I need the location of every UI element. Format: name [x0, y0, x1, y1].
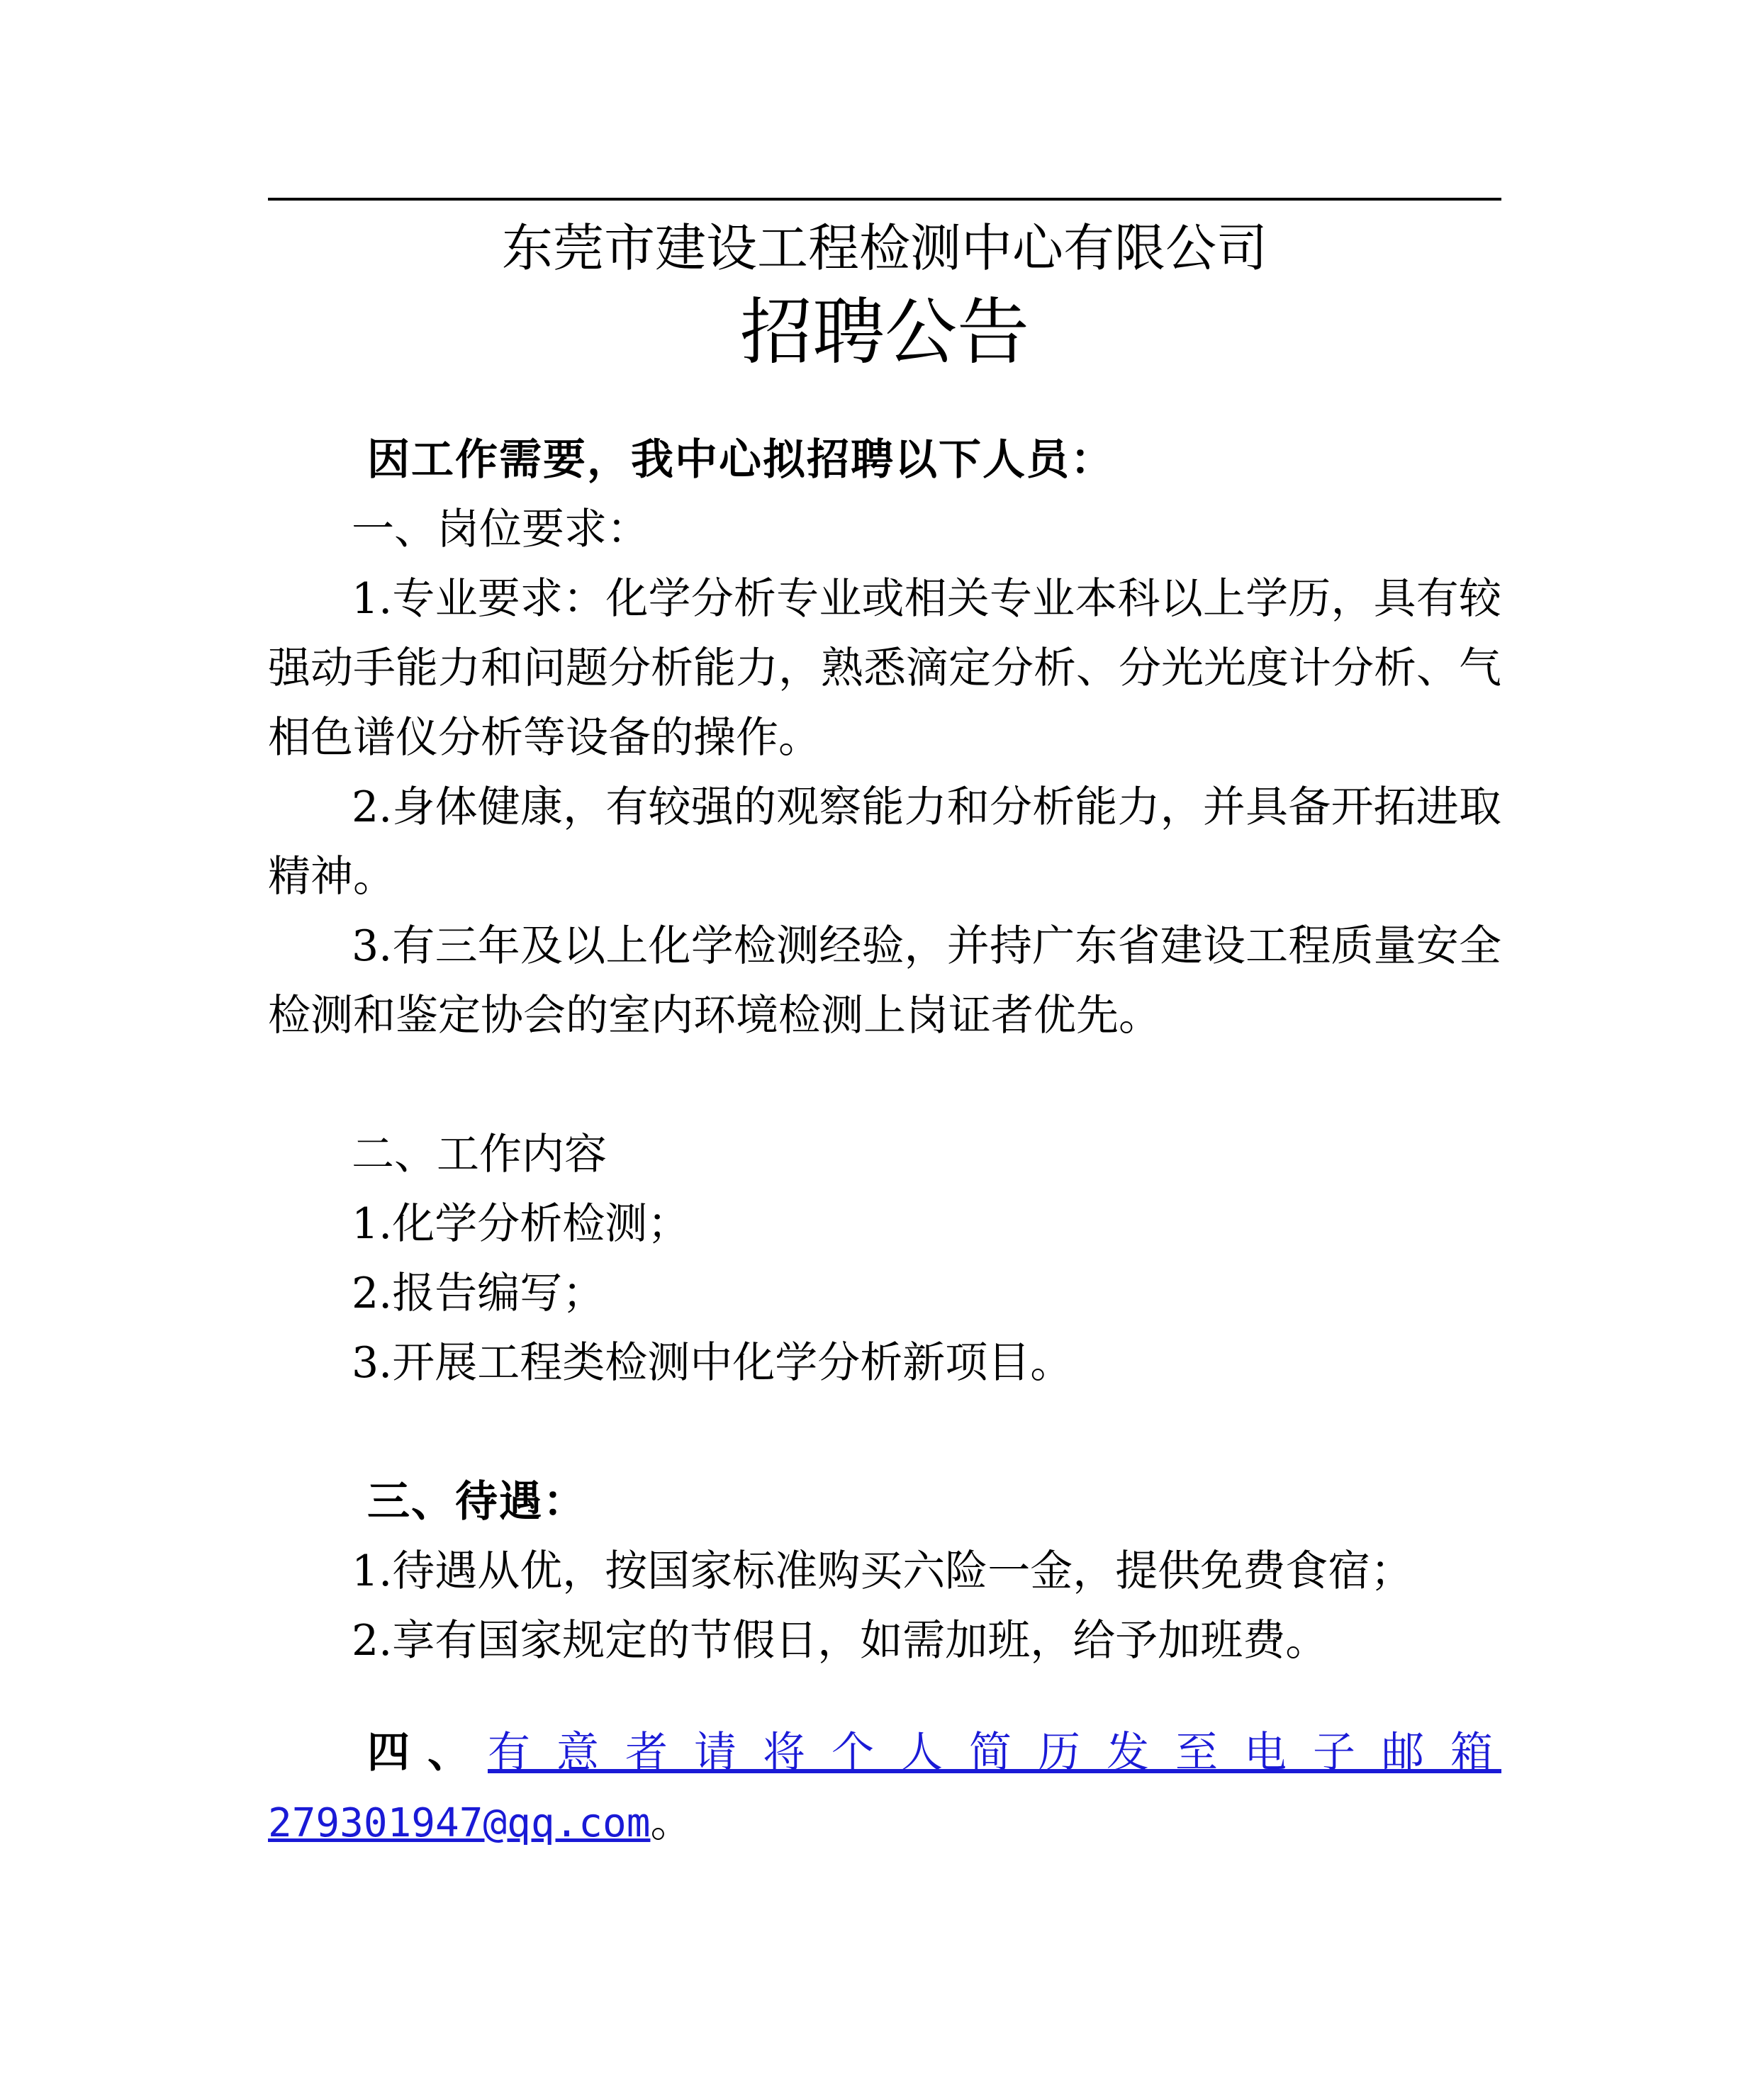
section-gap [268, 1398, 1501, 1467]
notice-body [268, 425, 1501, 1858]
section-4-email-line [268, 1787, 1501, 1858]
section-4-suffix: 。 [650, 1797, 693, 1847]
section-1-item-3: 3.有三年及以上化学检测经验，并持广东省建设工程质量安全检测和鉴定协会的室内环境检测上岗证者优先。 [268, 921, 1501, 1040]
section-gap [268, 1050, 1501, 1120]
section-gap [268, 1675, 1501, 1718]
section-2-item-3: 3.开展工程类检测中化学分析新项目。 [352, 1338, 1073, 1388]
section-2-item-1: 1.化学分析检测； [352, 1199, 690, 1249]
section-2-item-2: 2.报告编写； [352, 1269, 605, 1318]
section-2-heading: 二、工作内容 [352, 1130, 607, 1179]
section-3-item-2: 2.享有国家规定的节假日，如需加班，给予加班费。 [352, 1616, 1328, 1666]
section-3-heading: 三、待遇： [367, 1477, 587, 1527]
section-4-contact [268, 1718, 1501, 1787]
section-3-item-1: 1.待遇从优，按国家标准购买六险一金，提供免费食宿； [352, 1546, 1413, 1596]
section-1-item-2: 2.身体健康，有较强的观察能力和分析能力，并具备开拓进取精神。 [268, 782, 1501, 902]
resume-email-link[interactable]: 有意者请将个人简历发至电子邮箱 [488, 1728, 1501, 1778]
header-rule [268, 198, 1501, 201]
section-4-prefix: 四、 [367, 1728, 488, 1778]
email-address-link[interactable]: 279301947@qq.com [268, 1800, 651, 1846]
notice-title: 招聘公告 [740, 291, 1029, 375]
section-1-heading: 一、岗位要求： [352, 505, 649, 554]
section-1-item-1: 1.专业要求：化学分析专业或相关专业本科以上学历，具有较强动手能力和问题分析能力，熟悉滴定分析、分光光度计分析、气相色谱仪分析等设备的操作。 [268, 574, 1501, 763]
intro-text: 因工作需要，我中心拟招聘以下人员： [367, 435, 1114, 485]
company-name: 东莞市建设工程检测中心有限公司 [501, 218, 1267, 278]
